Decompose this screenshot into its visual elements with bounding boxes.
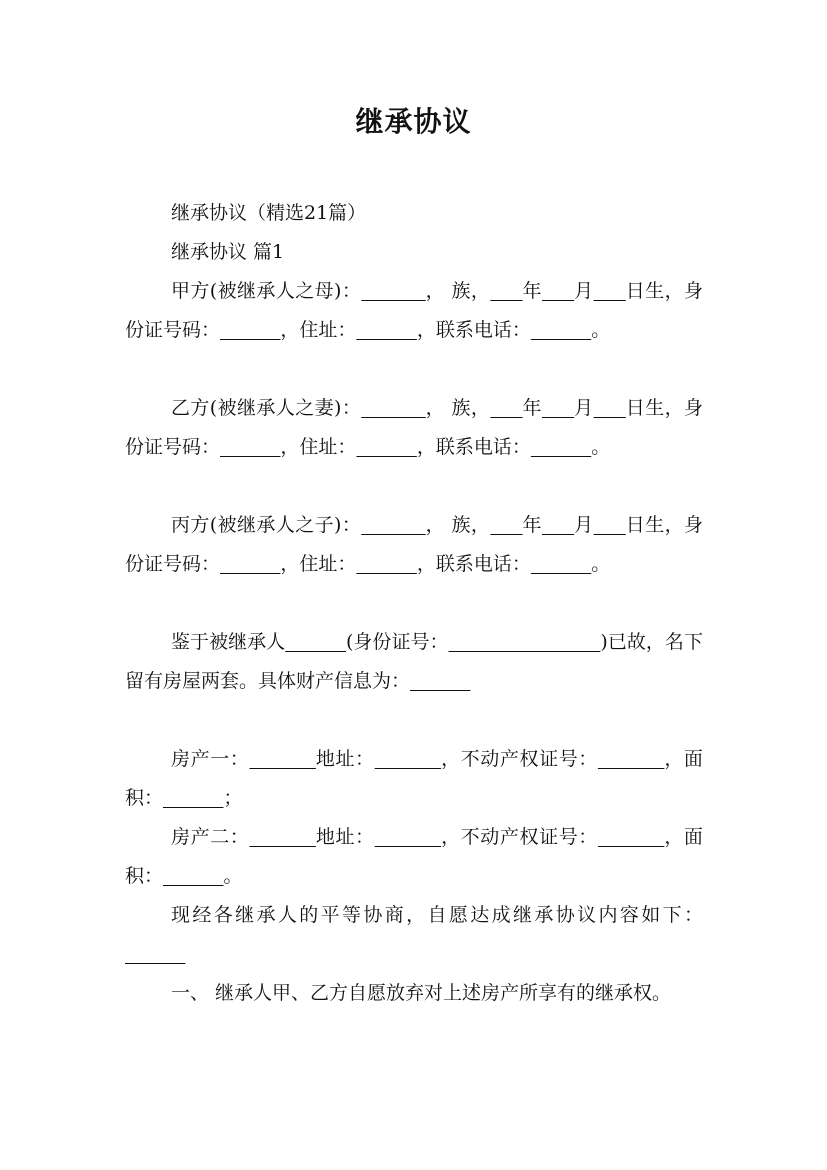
deceased-name-blank (285, 631, 346, 653)
party-a-id-blank (220, 319, 280, 341)
clause-1: 一、 继承人甲、乙方自愿放弃对上述房产所享有的继承权。 (171, 982, 672, 1004)
party-c-end: 。 (591, 553, 611, 575)
party-a-year-blank (490, 280, 522, 302)
property-info-blank (410, 670, 470, 692)
party-a-day-blank (594, 280, 626, 302)
property-1-cert-blank (598, 748, 664, 770)
property-2-paragraph (125, 818, 703, 896)
property-1-label: 房产一： (171, 748, 250, 770)
party-c-month: 月 (574, 514, 594, 536)
party-a-address-blank (356, 319, 416, 341)
property-2-cert-blank (598, 826, 664, 848)
party-b-address-label: ，住址： (280, 436, 357, 458)
party-a-phone-blank (531, 319, 591, 341)
property-1-area-blank (163, 787, 223, 809)
party-b-month: 月 (574, 397, 594, 419)
party-a-name-blank (361, 280, 425, 302)
property-2-cert-label: ，不动产权证号： (441, 826, 598, 848)
party-b-label: 乙方(被继承人之妻)： (171, 397, 362, 419)
party-b-year: 年 (522, 397, 542, 419)
party-b-year-blank (490, 397, 522, 419)
recital-text-1: 鉴于被继承人 (171, 631, 286, 653)
party-c-address-label: ，住址： (280, 553, 357, 575)
property-1-area-label: ，面积： (125, 748, 703, 809)
party-c-label: 丙方(被继承人之子)： (171, 514, 362, 536)
party-a-label: 甲方(被继承人之母)： (171, 280, 362, 302)
party-a-id-label: 日生，身份证号码： (125, 280, 704, 341)
party-c-phone-blank (531, 553, 591, 575)
party-c-day-blank (594, 514, 626, 536)
party-c-paragraph (125, 506, 703, 584)
recital-paragraph (125, 623, 703, 701)
party-b-day-blank (594, 397, 626, 419)
property-1-name-blank (249, 748, 315, 770)
party-b-phone-label: ，联系电话： (416, 436, 531, 458)
recital-text-2: (身份证号： (345, 631, 449, 653)
document-title: 继承协议 (355, 105, 472, 138)
party-c-year: 年 (522, 514, 542, 536)
party-c-address-blank (356, 553, 416, 575)
property-2-label: 房产二： (171, 826, 250, 848)
property-2-area-blank (163, 865, 223, 887)
property-2-address-blank (375, 826, 441, 848)
property-2-end: 。 (223, 865, 243, 887)
party-a-end: 。 (591, 319, 611, 341)
party-c-ethnic: ， 族， (425, 514, 491, 536)
agreement-intro: 现经各继承人的平等协商，自愿达成继承协议内容如下： (171, 904, 703, 926)
deceased-id-blank (449, 631, 601, 653)
property-2-address-label: 地址： (315, 826, 375, 848)
agreement-blank (125, 943, 185, 965)
property-1-cert-label: ，不动产权证号： (441, 748, 598, 770)
party-a-month-blank (542, 280, 574, 302)
party-c-id-label: 日生，身份证号码： (125, 514, 704, 575)
recital-text-3: )已故，名下留有房屋两套。具体财产信息为： (125, 631, 703, 692)
party-b-paragraph (125, 389, 703, 467)
party-b-phone-blank (531, 436, 591, 458)
property-2-name-blank (249, 826, 315, 848)
party-b-end: 。 (591, 436, 611, 458)
property-2-area-label: ，面积： (125, 826, 703, 887)
property-1-end: ； (223, 787, 243, 809)
agreement-intro-paragraph (125, 896, 703, 974)
party-a-year: 年 (522, 280, 542, 302)
party-b-name-blank (361, 397, 425, 419)
party-b-id-label: 日生，身份证号码： (125, 397, 704, 458)
party-b-address-blank (356, 436, 416, 458)
subtitle: 继承协议（精选21篇） (171, 202, 367, 224)
property-1-paragraph (125, 740, 703, 818)
party-b-month-blank (542, 397, 574, 419)
party-a-address-label: ，住址： (280, 319, 357, 341)
party-c-year-blank (490, 514, 522, 536)
party-c-id-blank (220, 553, 280, 575)
party-c-name-blank (361, 514, 425, 536)
party-c-phone-label: ，联系电话： (416, 553, 531, 575)
section-heading: 继承协议 篇1 (171, 241, 285, 263)
party-a-ethnic: ， 族， (425, 280, 491, 302)
property-1-address-blank (375, 748, 441, 770)
party-a-phone-label: ，联系电话： (416, 319, 531, 341)
party-a-month: 月 (574, 280, 594, 302)
party-b-id-blank (220, 436, 280, 458)
party-a-paragraph (125, 272, 703, 350)
property-1-address-label: 地址： (315, 748, 375, 770)
party-c-month-blank (542, 514, 574, 536)
party-b-ethnic: ， 族， (425, 397, 491, 419)
